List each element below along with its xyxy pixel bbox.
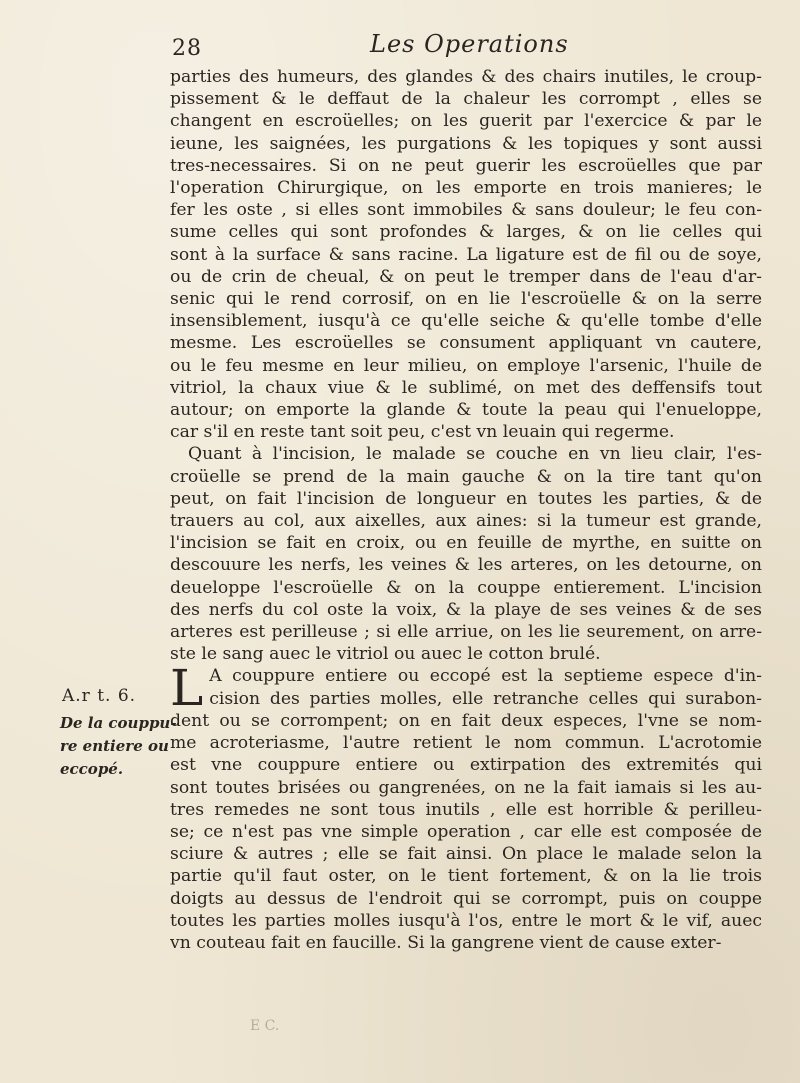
text-line: descouure les nerfs, les veines & les arteres, on les detourne, on — [170, 555, 762, 576]
text-line: tres-necessaires. Si on ne peut guerir les escroüelles que par — [170, 155, 762, 176]
text-line: est vne couppure entiere ou extirpation des extremités qui — [170, 755, 762, 776]
text-line: partie qu'il faut oster, on le tient fortement, & on la lie trois — [170, 866, 762, 887]
text-line: car s'il en reste tant soit peu, c'est vn leuain qui regerme. — [170, 422, 675, 443]
paragraph-1 — [170, 66, 762, 443]
text-line: sume celles qui sont profondes & larges, & on lie celles qui — [170, 222, 762, 243]
drop-cap: L — [170, 659, 204, 718]
text-line: l'incision se fait en croix, ou en feuille de myrthe, en suitte on — [170, 533, 762, 554]
text-line: arteres est perilleuse ; si elle arriue, on les lie seurement, on arre- — [170, 622, 762, 643]
text-line: l'operation Chirurgique, on les emporte en trois manieres; le — [170, 178, 762, 199]
text-line: senic qui le rend corrosif, on en lie l'escroüelle & on la serre — [170, 289, 762, 310]
margin-note-line: re entiere ou — [60, 737, 169, 755]
text-line: insensiblement, iusqu'à ce qu'elle seiche & qu'elle tombe d'elle — [170, 311, 762, 332]
text-line: ou de crin de cheual, & on peut le tremper dans de l'eau d'ar- — [170, 266, 762, 287]
text-line: doigts au dessus de l'endroit qui se corrompt, puis on couppe — [170, 888, 762, 909]
text-line: vn couteau fait en faucille. Si la gangrene vient de cause exter- — [170, 932, 722, 953]
text-line: ou le feu mesme en leur milieu, on employe l'arsenic, l'huile de — [170, 355, 762, 376]
margin-note — [60, 712, 177, 781]
text-line: croüelle se prend de la main gauche & on la tire tant qu'on — [170, 466, 762, 487]
text-line: ste le sang auec le vitriol ou auec le cotton brulé. — [170, 644, 601, 665]
text-line: ieune, les saignées, les purgations & les topiques y sont aussi — [170, 133, 762, 154]
bleed-through-mark: E C. — [250, 1018, 280, 1034]
text-line: A couppure entiere ou eccopé est la septieme espece d'in- — [209, 666, 762, 687]
text-line: vitriol, la chaux viue & le sublimé, on met des deffensifs tout — [170, 377, 762, 398]
paragraph-3 — [170, 659, 762, 954]
text-line: tres remedes ne sont tous inutils , elle est horrible & perilleu- — [170, 799, 762, 820]
margin-article-label: A.r t. 6. — [62, 686, 137, 706]
running-head: Les Operations — [370, 30, 569, 58]
margin-note-line: De la couppu- — [60, 714, 177, 732]
text-line: pissement & le deffaut de la chaleur les corrompt , elles se — [170, 89, 762, 110]
text-line: peut, on fait l'incision de longueur en toutes les parties, & de — [170, 488, 762, 509]
text-line: mesme. Les escroüelles se consument appliquant vn cautere, — [170, 333, 762, 354]
text-line: fer les oste , si elles sont immobiles & sans douleur; le feu con- — [170, 200, 762, 221]
margin-note-line: eccopé. — [60, 760, 124, 778]
text-line: des nerfs du col oste la voix, & la playe de ses veines & de ses — [170, 599, 762, 620]
text-line: cision des parties molles, elle retranche celles qui surabon- — [209, 688, 762, 709]
text-line: dent ou se corrompent; on en fait deux especes, l'vne se nom- — [170, 710, 762, 731]
text-line: trauers au col, aux aixelles, aux aines: si la tumeur est grande, — [170, 511, 762, 532]
text-line: toutes les parties molles iusqu'à l'os, entre le mort & le vif, auec — [170, 910, 762, 931]
text-line: sciure & autres ; elle se fait ainsi. On place le malade selon la — [170, 844, 762, 865]
text-line: changent en escroüelles; on les guerit par l'exercice & par le — [170, 111, 762, 132]
text-line: me acroteriasme, l'autre retient le nom commun. L'acrotomie — [170, 733, 762, 754]
text-line: sont toutes brisées ou gangrenées, on ne la fait iamais si les au- — [170, 777, 762, 798]
page-number: 28 — [172, 36, 202, 61]
body-text — [170, 66, 762, 954]
text-line: se; ce n'est pas vne simple operation , car elle est composée de — [170, 821, 762, 842]
text-line: autour; on emporte la glande & toute la peau qui l'enueloppe, — [170, 400, 762, 421]
paragraph-2 — [170, 443, 762, 665]
text-line: sont à la surface & sans racine. La ligature est de fil ou de soye, — [170, 244, 762, 265]
text-line: Quant à l'incision, le malade se couche en vn lieu clair, l'es- — [188, 444, 762, 465]
text-line: deueloppe l'escroüelle & on la couppe entierement. L'incision — [170, 577, 762, 598]
text-line: parties des humeurs, des glandes & des chairs inutiles, le croup- — [170, 67, 762, 87]
